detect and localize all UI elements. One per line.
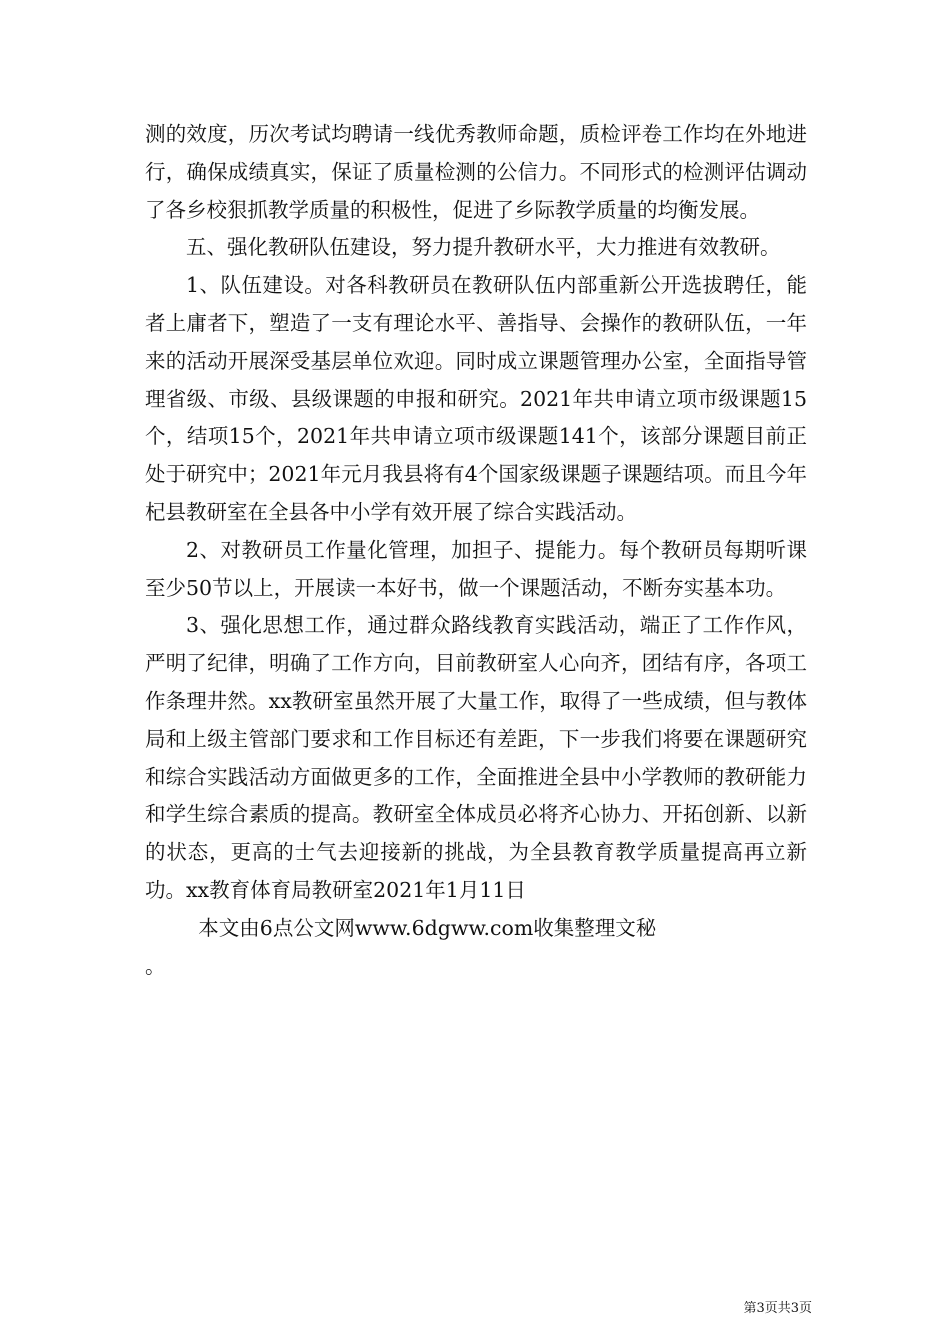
closing-punctuation: 。	[145, 953, 166, 978]
paragraph-team-building: 1、队伍建设。对各科教研员在教研队伍内部重新公开选拔聘任，能者上庸者下，塑造了一支有理论水平、善指导、会操作的教研队伍，一年来的活动开展深受基层单位欢迎。同时成立课题管理办公室，全面指导管理省级、市级、县级课题的申报和研究。2021年共申请立项市级课题15个，结项15个，2021年共申请立项市级课题141个，该部分课题目前正处于研究中；2021年元月我县将有4个国家级课题子课题结项。而且今年杞县教研室在全县各中小学有效开展了综合实践活动。	[145, 273, 807, 524]
document-body	[145, 116, 807, 985]
section-heading-five: 五、强化教研队伍建设，努力提升教研水平，大力推进有效教研。	[186, 235, 781, 260]
page-number: 第3页共3页	[743, 1301, 812, 1316]
paragraph-quality-testing: 测的效度，历次考试均聘请一线优秀教师命题，质检评卷工作均在外地进行，确保成绩真实，保证了质量检测的公信力。不同形式的检测评估调动了各乡校狠抓教学质量的积极性，促进了乡际教学质量的均衡发展。	[145, 122, 807, 222]
paragraph-quantified-management: 2、对教研员工作量化管理，加担子、提能力。每个教研员每期听课至少50节以上，开展读一本好书，做一个课题活动，不断夯实基本功。	[145, 537, 807, 600]
paragraph-ideological-work: 3、强化思想工作，通过群众路线教育实践活动，端正了工作作风，严明了纪律，明确了工作方向，目前教研室人心向齐，团结有序，各项工作条理井然。xx教研室虽然开展了大量工作，取得了一些成绩，但与教体局和上级主管部门要求和工作目标还有差距，下一步我们将要在课题研究和综合实践活动方面做更多的工作，全面推进全县中小学教师的教研能力和学生综合素质的提高。教研室全体成员必将齐心协力、开拓创新、以新的状态，更高的士气去迎接新的挑战，为全县教育教学质量提高再立新功。xx教育体育局教研室2021年1月11日	[145, 613, 807, 902]
source-note: 本文由6点公文网www.6dgww.com收集整理文秘	[198, 915, 657, 940]
